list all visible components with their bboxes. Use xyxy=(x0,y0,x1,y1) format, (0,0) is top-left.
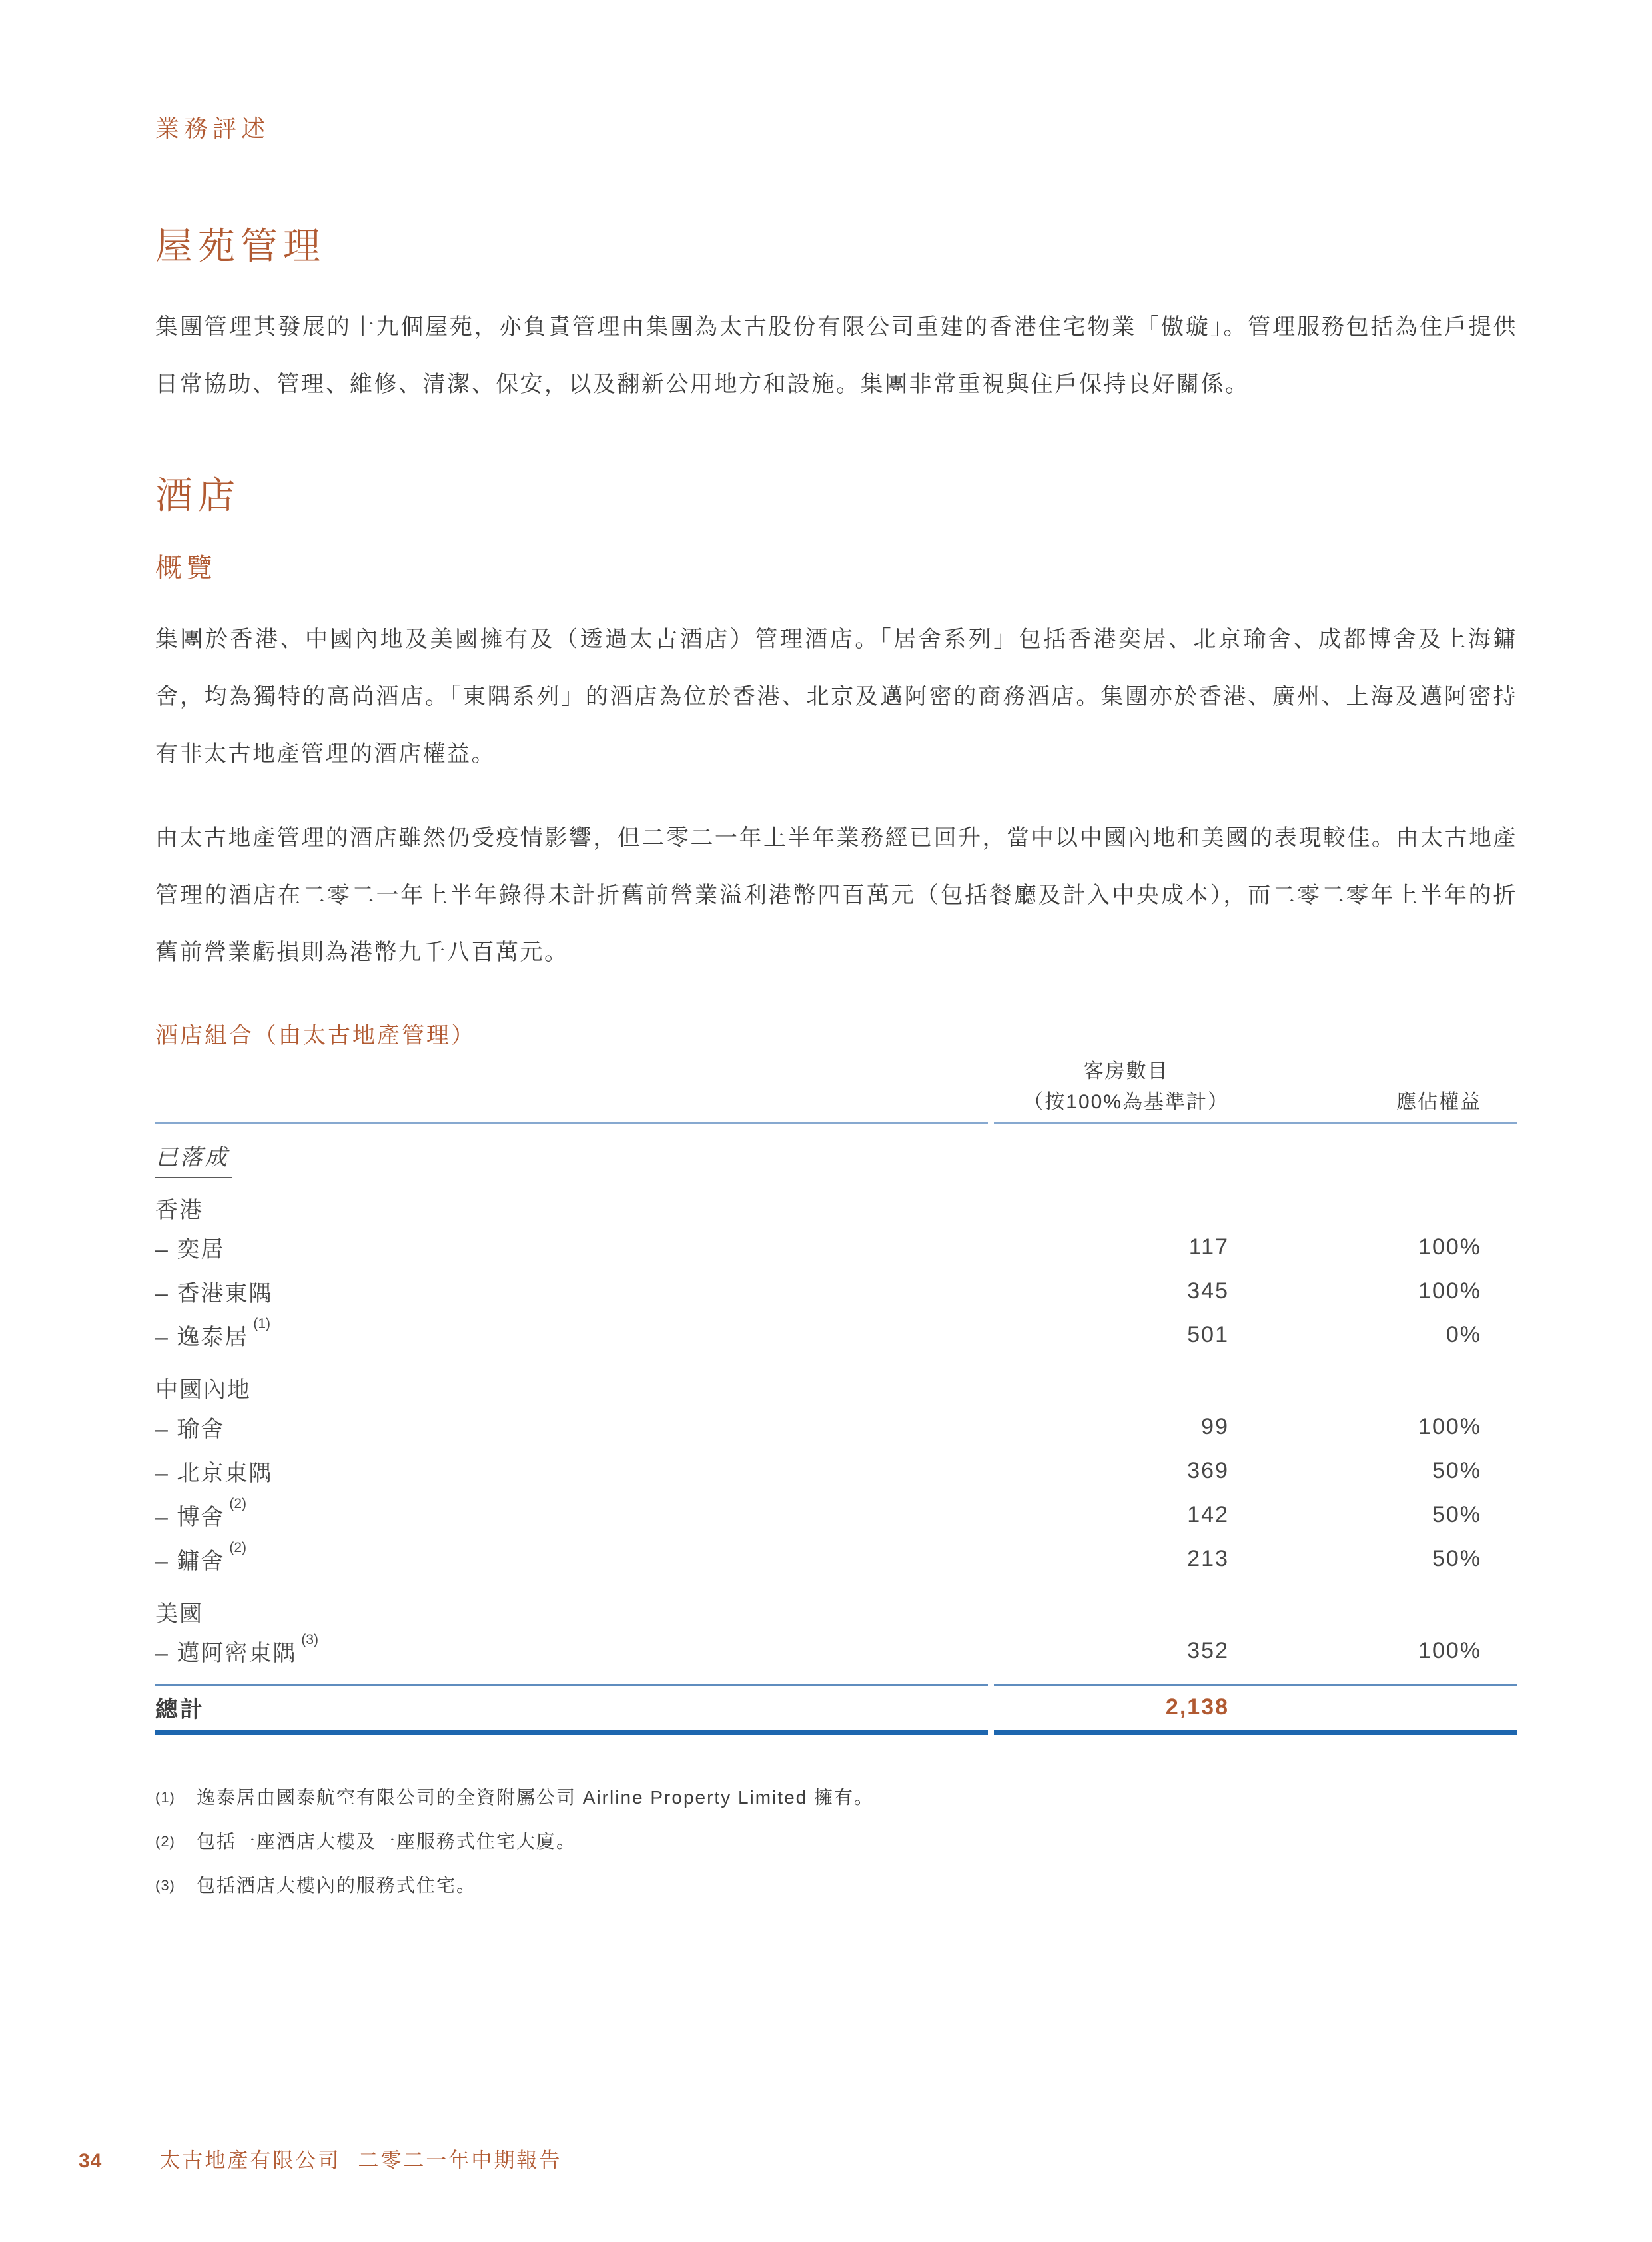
footnote-text: 包括酒店大樓內的服務式住宅。 xyxy=(197,1874,477,1896)
rule-segment-left xyxy=(155,1684,988,1686)
page-number: 34 xyxy=(79,2150,103,2172)
section-title-hotels: 酒店 xyxy=(155,474,240,517)
section-title-estate-management: 屋苑管理 xyxy=(155,225,326,267)
hotel-name-text: – 鏞舍 xyxy=(155,1549,225,1575)
hotel-name xyxy=(155,1231,961,1264)
total-rooms-value: 2,138 xyxy=(1165,1694,1229,1720)
footnote-marker: (1) xyxy=(155,1788,175,1806)
rule-segment-right xyxy=(994,1684,1517,1686)
column-header-interest: 應佔權益 xyxy=(1396,1090,1481,1113)
hotel-name xyxy=(155,1539,961,1575)
column-header-rooms-line2: （按100%為基準計） xyxy=(1023,1090,1229,1113)
hotel-name xyxy=(155,1275,961,1308)
footnote-marker: (3) xyxy=(155,1876,175,1894)
footnote-1 xyxy=(155,1784,1517,1811)
interest-value: 100% xyxy=(1418,1414,1481,1440)
hotel-name-text: – 奕居 xyxy=(155,1237,225,1263)
interest-value: 100% xyxy=(1418,1234,1481,1260)
table-row xyxy=(155,1313,1517,1357)
hotel-name-text: – 北京東隅 xyxy=(155,1461,273,1487)
rooms-value: 117 xyxy=(1188,1234,1229,1260)
hotel-name xyxy=(155,1631,961,1667)
table-status-row xyxy=(155,1140,1517,1178)
table-region-row-mainland: 中國內地 xyxy=(155,1377,251,1403)
hotel-name-text: – 香港東隅 xyxy=(155,1281,273,1307)
total-label: 總計 xyxy=(155,1697,205,1723)
rule-segment-right xyxy=(994,1730,1517,1735)
interest-value: 0% xyxy=(1446,1322,1481,1348)
table-header-rule xyxy=(155,1122,1517,1124)
table-row xyxy=(155,1270,1517,1313)
table-row xyxy=(155,1537,1517,1581)
rule-segment-left xyxy=(155,1730,988,1735)
footnote-ref-2: (2) xyxy=(229,1495,247,1511)
interest-value: 100% xyxy=(1418,1638,1481,1664)
hotel-name-text: – 逸泰居 xyxy=(155,1325,249,1351)
footnote-marker: (2) xyxy=(155,1832,175,1850)
hotel-name xyxy=(155,1411,961,1443)
table-bottom-rule xyxy=(155,1730,1517,1735)
column-header-rooms xyxy=(1023,1056,1229,1118)
rooms-value: 142 xyxy=(1187,1502,1229,1528)
hotel-name xyxy=(155,1315,961,1351)
table-total-row xyxy=(155,1686,1517,1730)
table-row xyxy=(155,1493,1517,1537)
hotel-name xyxy=(155,1495,961,1531)
page-footer xyxy=(79,2143,562,2173)
rooms-value: 345 xyxy=(1187,1278,1229,1304)
rooms-value: 369 xyxy=(1187,1458,1229,1484)
table-region-row-usa: 美國 xyxy=(155,1601,203,1627)
footer-report-title: 二零二一年中期報告 xyxy=(358,2149,562,2172)
status-completed-label: 已落成 xyxy=(155,1139,232,1178)
table-row xyxy=(155,1226,1517,1270)
rooms-value: 501 xyxy=(1187,1322,1229,1348)
footnotes xyxy=(155,1784,1517,1899)
footnote-2 xyxy=(155,1828,1517,1855)
rule-segment-left xyxy=(155,1122,988,1124)
footnote-3 xyxy=(155,1872,1517,1899)
footnote-ref-3: (3) xyxy=(301,1631,319,1647)
interest-value: 50% xyxy=(1432,1546,1481,1572)
estate-paragraph: 集團管理其發展的十九個屋苑，亦負責管理由集團為太古股份有限公司重建的香港住宅物業「傲璇」。管理服務包括為住戶提供日常協助、管理、維修、清潔、保安，以及翻新公用地方和設施。集團非常重視與住戶保持良好關係。 xyxy=(155,314,1517,398)
footnote-text: 逸泰居由國泰航空有限公司的全資附屬公司 Airline Property Limited 擁有。 xyxy=(197,1786,875,1808)
footnote-text: 包括一座酒店大樓及一座服務式住宅大廈。 xyxy=(197,1830,577,1852)
table-total-top-rule xyxy=(155,1684,1517,1686)
hotel-name xyxy=(155,1455,961,1487)
rooms-value: 99 xyxy=(1201,1414,1229,1440)
hotel-portfolio-table xyxy=(155,1017,1517,1735)
hotel-name-text: – 瑜舍 xyxy=(155,1417,225,1443)
interest-value: 50% xyxy=(1432,1502,1481,1528)
footnote-ref-2: (2) xyxy=(229,1539,247,1555)
column-header-rooms-line1: 客房數目 xyxy=(1083,1060,1169,1082)
table-header-row xyxy=(155,1055,1517,1122)
footer-company-name: 太古地產有限公司 xyxy=(159,2149,341,2172)
subsection-title-overview: 概覽 xyxy=(155,553,216,583)
table-row xyxy=(155,1405,1517,1449)
rooms-value: 213 xyxy=(1187,1546,1229,1572)
running-header: 業務評述 xyxy=(155,115,270,142)
hotels-paragraph-1: 集團於香港、中國內地及美國擁有及（透過太古酒店）管理酒店。「居舍系列」包括香港奕居、北京瑜舍、成都博舍及上海鏞舍，均為獨特的高尚酒店。「東隅系列」的酒店為位於香港、北京及邁阿密的商務酒店。集團亦於香港、廣州、上海及邁阿密持有非太古地產管理的酒店權益。 xyxy=(155,626,1517,767)
hotel-name-text: – 邁阿密東隅 xyxy=(155,1641,297,1667)
table-row xyxy=(155,1449,1517,1493)
footnote-ref-1: (1) xyxy=(253,1315,271,1331)
hotel-name-text: – 博舍 xyxy=(155,1505,225,1531)
table-region-row-hongkong: 香港 xyxy=(155,1198,203,1224)
table-row xyxy=(155,1629,1517,1673)
interest-value: 100% xyxy=(1418,1278,1481,1304)
interest-value: 50% xyxy=(1432,1458,1481,1484)
rule-segment-right xyxy=(994,1122,1517,1124)
rooms-value: 352 xyxy=(1187,1638,1229,1664)
table-title: 酒店組合（由太古地產管理） xyxy=(155,1022,476,1048)
hotels-paragraph-2: 由太古地產管理的酒店雖然仍受疫情影響，但二零二一年上半年業務經已回升，當中以中國內地和美國的表現較佳。由太古地產管理的酒店在二零二一年上半年錄得未計折舊前營業溢利港幣四百萬元（包括餐廳及計入中央成本），而二零二零年上半年的折舊前營業虧損則為港幣九千八百萬元。 xyxy=(155,825,1517,965)
